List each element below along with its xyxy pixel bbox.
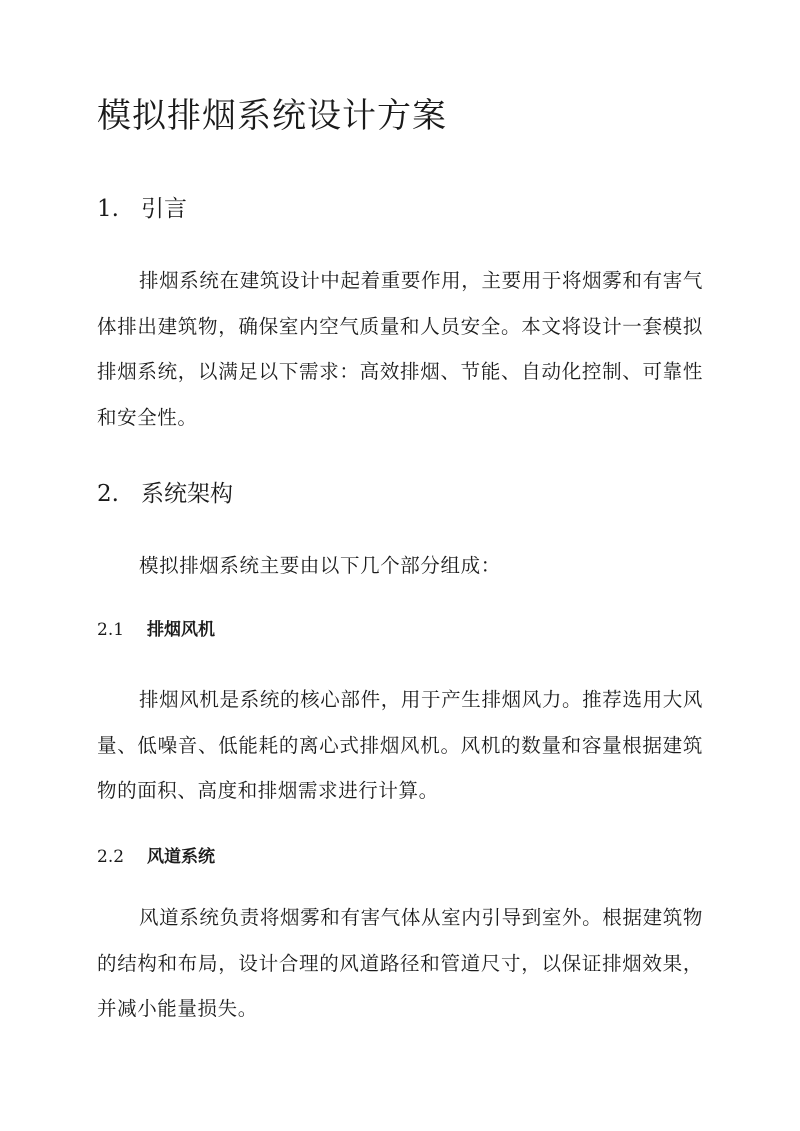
subsection-heading-text: 排烟风机	[147, 620, 215, 640]
subsection-number: 2.1	[97, 620, 125, 640]
introduction-paragraph: 排烟系统在建筑设计中起着重要作用，主要用于将烟雾和有害气体排出建筑物，确保室内空气质量和人员安全。本文将设计一套模拟排烟系统，以满足以下需求：高效排烟、节能、自动化控制、可靠性和安全性。	[97, 269, 703, 429]
section-heading-text: 引言	[141, 196, 187, 222]
duct-system-paragraph: 风道系统负责将烟雾和有害气体从室内引导到室外。根据建筑物的结构和布局，设计合理的风道路径和管道尺寸，以保证排烟效果，并减小能量损失。	[97, 906, 703, 1020]
section-heading-architecture	[97, 477, 233, 511]
architecture-intro-paragraph: 模拟排烟系统主要由以下几个部分组成：	[139, 554, 501, 577]
subsection-heading-text: 风道系统	[147, 847, 215, 867]
section-heading-introduction	[97, 192, 187, 226]
exhaust-fan-paragraph: 排烟风机是系统的核心部件，用于产生排烟风力。推荐选用大风量、低噪音、低能耗的离心式排烟风机。风机的数量和容量根据建筑物的面积、高度和排烟需求进行计算。	[97, 688, 703, 802]
subsection-number: 2.2	[97, 847, 125, 867]
subsection-heading-duct-system	[97, 843, 215, 871]
subsection-heading-exhaust-fan	[97, 616, 215, 644]
section-number: 2.	[97, 481, 119, 507]
section-number: 1.	[97, 196, 119, 222]
document-title: 模拟排烟系统设计方案	[97, 96, 447, 136]
section-heading-text: 系统架构	[141, 481, 233, 507]
